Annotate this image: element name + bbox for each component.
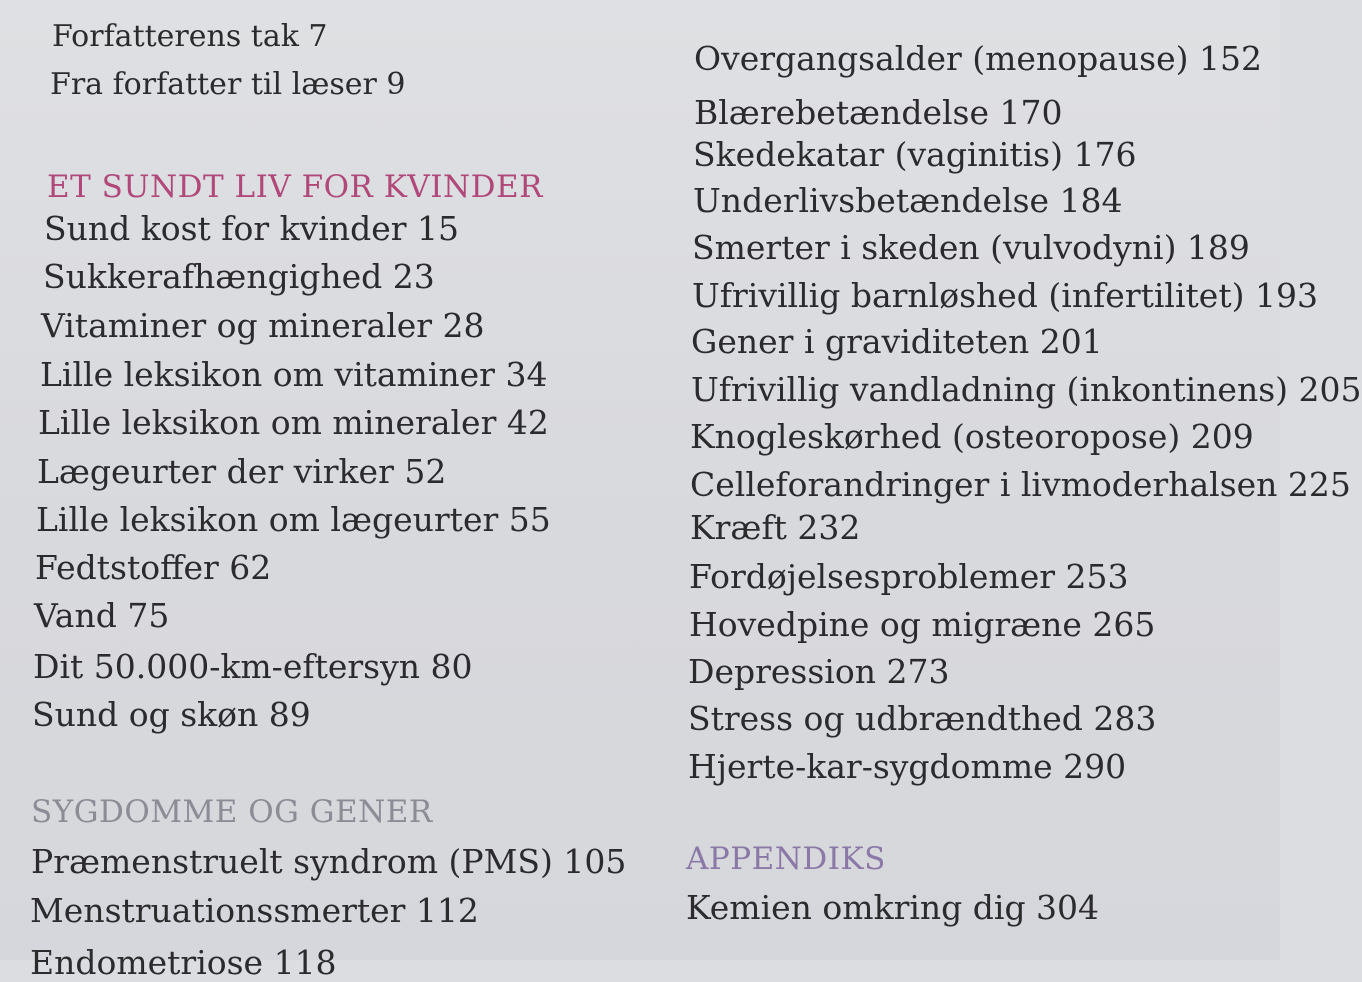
toc-entry: Lille leksikon om lægeurter 55 bbox=[36, 500, 551, 539]
toc-entry: Ufrivillig vandladning (inkontinens) 205 bbox=[691, 370, 1362, 409]
toc-entry: Sund kost for kvinder 15 bbox=[44, 209, 459, 248]
toc-entry: Ufrivillig barnløshed (infertilitet) 193 bbox=[692, 276, 1318, 315]
toc-entry: Vitaminer og mineraler 28 bbox=[41, 306, 485, 345]
toc-entry: Underlivsbetændelse 184 bbox=[693, 181, 1123, 220]
toc-entry: Depression 273 bbox=[688, 652, 950, 691]
toc-entry: Celleforandringer i livmoderhalsen 225 bbox=[690, 465, 1351, 504]
toc-entry: Hjerte-kar-sygdomme 290 bbox=[688, 747, 1127, 786]
toc-entry-author-to-reader: Fra forfatter til læser 9 bbox=[50, 67, 406, 102]
toc-entry: Fedtstoffer 62 bbox=[35, 548, 272, 587]
toc-entry: Knogleskørhed (osteoropose) 209 bbox=[690, 417, 1254, 456]
toc-entry: Gener i graviditeten 201 bbox=[691, 322, 1103, 361]
toc-entry: Præmenstruelt syndrom (PMS) 105 bbox=[31, 842, 627, 881]
section-heading-appendix: APPENDIKS bbox=[686, 841, 886, 877]
toc-entry: Dit 50.000-km-eftersyn 80 bbox=[33, 647, 473, 686]
toc-entry: Overgangsalder (menopause) 152 bbox=[694, 39, 1262, 78]
toc-entry: Stress og udbrændthed 283 bbox=[688, 699, 1157, 738]
toc-entry: Hovedpine og migræne 265 bbox=[689, 605, 1156, 644]
section-heading-illnesses: SYGDOMME OG GENER bbox=[31, 794, 433, 830]
section-heading-healthy-life: ET SUNDT LIV FOR KVINDER bbox=[47, 169, 543, 205]
toc-entry: Menstruationssmerter 112 bbox=[30, 891, 479, 930]
toc-entry: Kemien omkring dig 304 bbox=[686, 888, 1100, 927]
toc-entry-cut-off: Endometriose 118 bbox=[30, 943, 337, 982]
toc-entry: Sund og skøn 89 bbox=[32, 695, 311, 734]
toc-entry: Kræft 232 bbox=[690, 508, 861, 547]
toc-entry: Lille leksikon om vitaminer 34 bbox=[40, 355, 548, 394]
toc-entry: Lille leksikon om mineraler 42 bbox=[38, 403, 549, 442]
toc-entry: Smerter i skeden (vulvodyni) 189 bbox=[692, 228, 1250, 267]
toc-entry: Fordøjelsesproblemer 253 bbox=[689, 557, 1129, 596]
toc-entry: Lægeurter der virker 52 bbox=[37, 452, 447, 491]
toc-entry: Vand 75 bbox=[34, 596, 170, 635]
toc-entry-author-thanks: Forfatterens tak 7 bbox=[52, 19, 328, 54]
toc-entry: Blærebetændelse 170 bbox=[694, 93, 1063, 132]
toc-entry: Sukkerafhængighed 23 bbox=[43, 257, 435, 296]
toc-entry: Skedekatar (vaginitis) 176 bbox=[693, 135, 1137, 174]
